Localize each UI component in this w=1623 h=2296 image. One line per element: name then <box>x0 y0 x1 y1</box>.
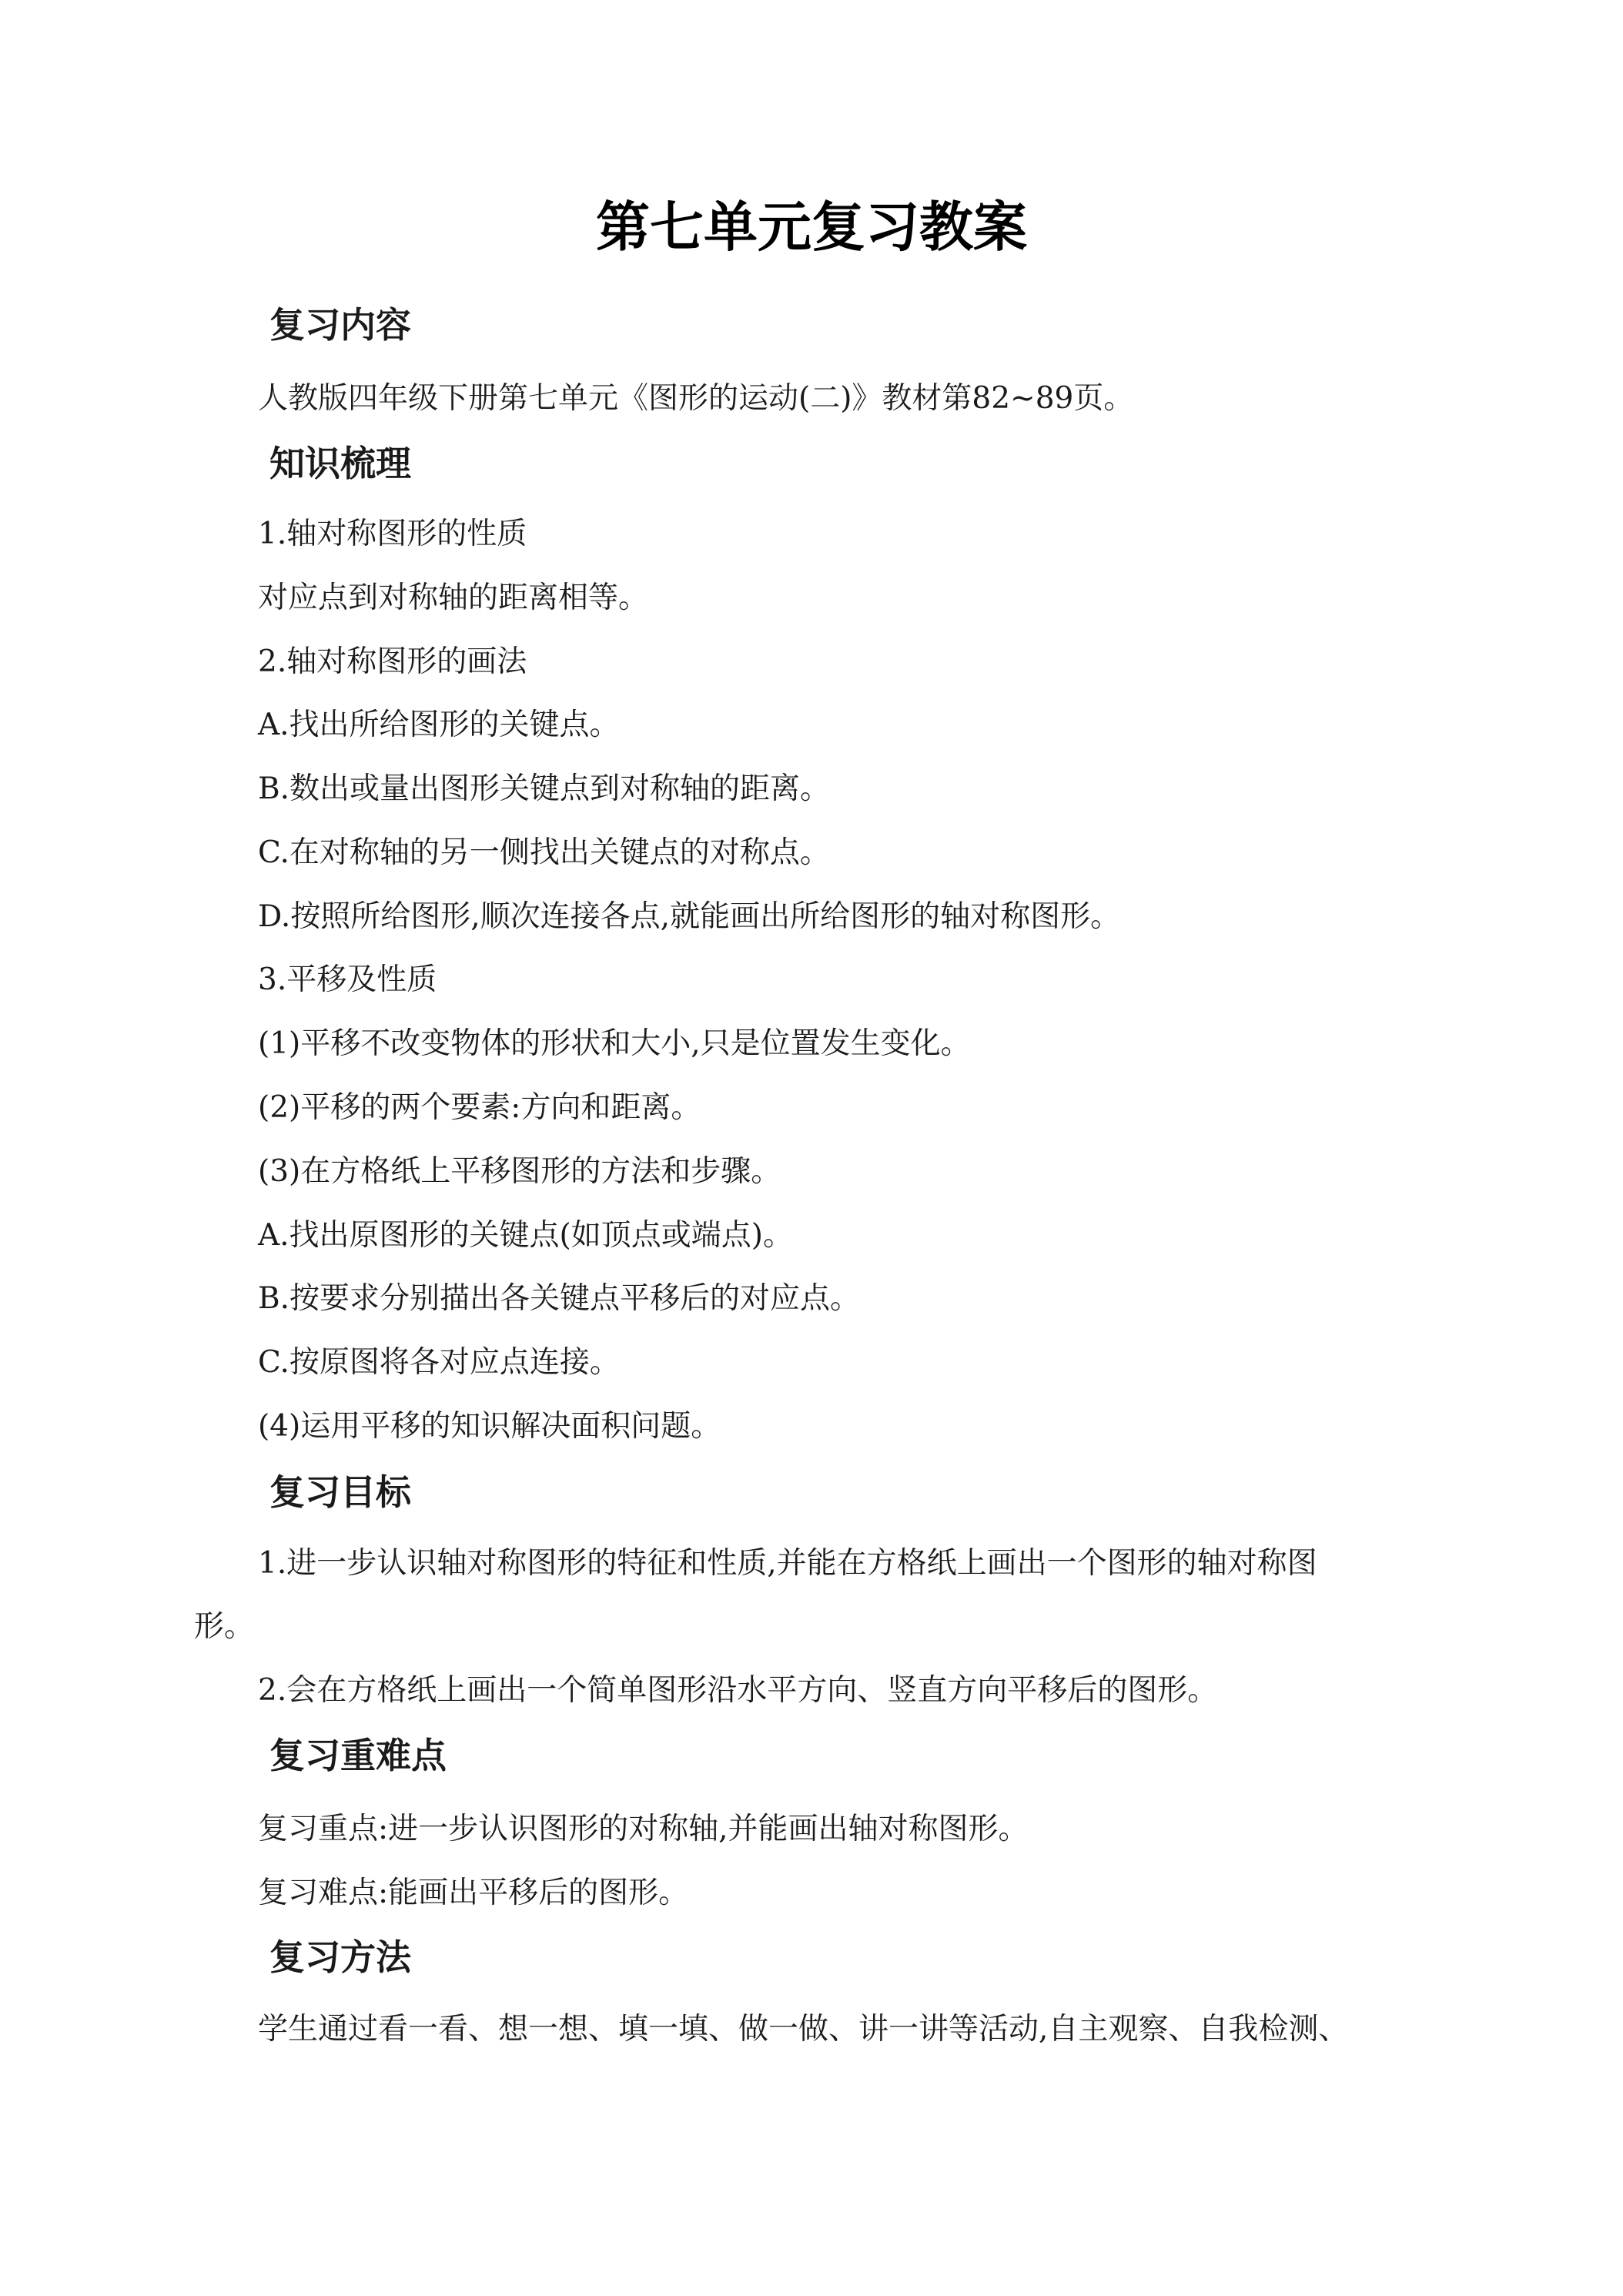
section-heading-content: 复习内容 <box>269 304 411 346</box>
section-heading-knowledge: 知识梳理 <box>269 443 411 484</box>
knowledge-line: 1.轴对称图形的性质 <box>258 517 527 551</box>
knowledge-line: (3)在方格纸上平移图形的方法和步骤。 <box>258 1154 781 1189</box>
goals-line: 1.进一步认识轴对称图形的特征和性质,并能在方格纸上画出一个图形的轴对称图 <box>258 1546 1317 1581</box>
knowledge-line: 3.平移及性质 <box>258 962 437 997</box>
document-title: 第七单元复习教案 <box>596 196 1027 259</box>
knowledge-line: 对应点到对称轴的距离相等。 <box>258 581 649 615</box>
knowledge-line: A.找出原图形的关键点(如顶点或端点)。 <box>258 1218 793 1253</box>
knowledge-line: 2.轴对称图形的画法 <box>258 644 527 679</box>
knowledge-line: B.按要求分别描出各关键点平移后的对应点。 <box>258 1281 861 1316</box>
section-heading-method: 复习方法 <box>269 1936 411 1978</box>
knowledge-line: C.按原图将各对应点连接。 <box>258 1345 620 1380</box>
goals-line: 形。 <box>194 1609 255 1644</box>
knowledge-line: D.按照所给图形,顺次连接各点,就能画出所给图形的轴对称图形。 <box>258 899 1121 934</box>
knowledge-line: (1)平移不改变物体的形状和大小,只是位置发生变化。 <box>258 1026 971 1061</box>
knowledge-line: B.数出或量出图形关键点到对称轴的距离。 <box>258 771 831 806</box>
knowledge-line: (2)平移的两个要素:方向和距离。 <box>258 1090 701 1125</box>
section-heading-goals: 复习目标 <box>269 1471 411 1513</box>
knowledge-line: (4)运用平移的知识解决面积问题。 <box>258 1409 721 1444</box>
goals-line: 2.会在方格纸上画出一个简单图形沿水平方向、竖直方向平移后的图形。 <box>258 1673 1218 1708</box>
keypoints-line: 复习难点:能画出平移后的图形。 <box>258 1876 689 1910</box>
content-text: 人教版四年级下册第七单元《图形的运动(二)》教材第82~89页。 <box>258 381 1134 416</box>
keypoints-line: 复习重点:进一步认识图形的对称轴,并能画出轴对称图形。 <box>258 1812 1029 1846</box>
knowledge-line: A.找出所给图形的关键点。 <box>258 708 620 742</box>
section-heading-keypoints: 复习重难点 <box>269 1735 447 1776</box>
knowledge-line: C.在对称轴的另一侧找出关键点的对称点。 <box>258 835 830 870</box>
method-text: 学生通过看一看、想一想、填一填、做一做、讲一讲等活动,自主观察、自我检测、 <box>258 2012 1349 2047</box>
